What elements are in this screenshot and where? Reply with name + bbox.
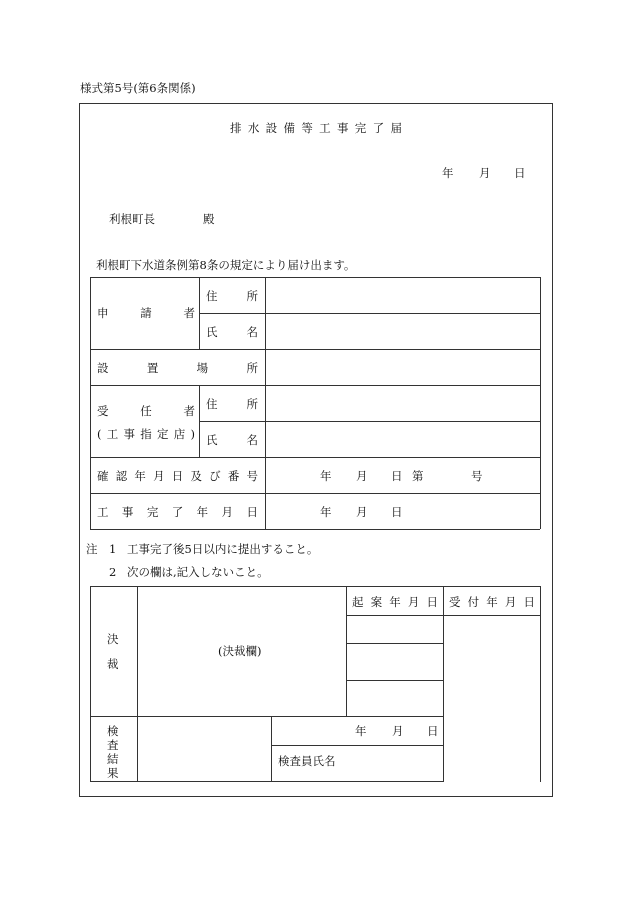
addressee-name: 利根町長	[109, 212, 155, 226]
contractor-name-label: 氏 名	[206, 433, 258, 447]
completion-date-label: 工 事 完 了 年 月 日	[97, 505, 258, 519]
inspection-label-1: 検	[107, 724, 119, 738]
inspector-name-label: 検査員氏名	[278, 754, 336, 768]
notes-heading: 注	[86, 542, 98, 556]
form-number: 様式第5号(第6条関係)	[80, 81, 196, 95]
date-day-label: 日	[514, 166, 526, 180]
inspection-label-3: 結	[107, 752, 119, 766]
confirmation-day-label: 日	[391, 469, 403, 483]
contractor-address-label: 住 所	[206, 397, 258, 411]
inspection-label-2: 査	[107, 738, 119, 752]
confirmation-month-label: 月	[356, 469, 368, 483]
confirmation-year-label: 年	[320, 469, 332, 483]
note-1-text: 工事完了後5日以内に提出すること。	[127, 542, 319, 556]
completion-day-label: 日	[391, 505, 403, 519]
confirmation-number-suffix: 号	[471, 469, 483, 483]
location-label: 設 置 場 所	[97, 361, 258, 375]
date-year-label: 年	[442, 166, 454, 180]
contractor-sub-label: ( 工 事 指 定 店 )	[97, 427, 195, 441]
inspection-label-4: 果	[107, 766, 119, 780]
decision-label-1: 決	[107, 632, 119, 646]
form-title: 排 水 設 備 等 工 事 完 了 届	[230, 121, 402, 135]
note-2-number: 2	[109, 565, 117, 579]
completion-year-label: 年	[320, 505, 332, 519]
form-frame	[79, 103, 553, 797]
date-month-label: 月	[479, 166, 491, 180]
decision-label-2: 裁	[107, 657, 119, 671]
completion-month-label: 月	[356, 505, 368, 519]
contractor-label: 受 任 者	[97, 404, 195, 418]
note-2-text: 次の欄は,記入しないこと。	[127, 565, 269, 579]
decision-field-label: (決裁欄)	[218, 644, 262, 658]
applicant-address-label: 住 所	[206, 289, 258, 303]
inspection-day-label: 日	[427, 724, 439, 738]
inspection-month-label: 月	[392, 724, 404, 738]
confirmation-number-prefix: 第	[412, 469, 424, 483]
note-1-number: 1	[109, 542, 117, 556]
receipt-date-header: 受 付 年 月 日	[449, 595, 535, 609]
draft-date-header: 起 案 年 月 日	[352, 595, 438, 609]
confirmation-label: 確 認 年 月 日 及 び 番 号	[97, 469, 258, 483]
applicant-name-label: 氏 名	[206, 325, 258, 339]
applicant-label: 申 請 者	[97, 306, 195, 320]
addressee-honorific: 殿	[203, 212, 215, 226]
statement-text: 利根町下水道条例第8条の規定により届け出ます。	[96, 258, 356, 272]
inspection-year-label: 年	[355, 724, 367, 738]
